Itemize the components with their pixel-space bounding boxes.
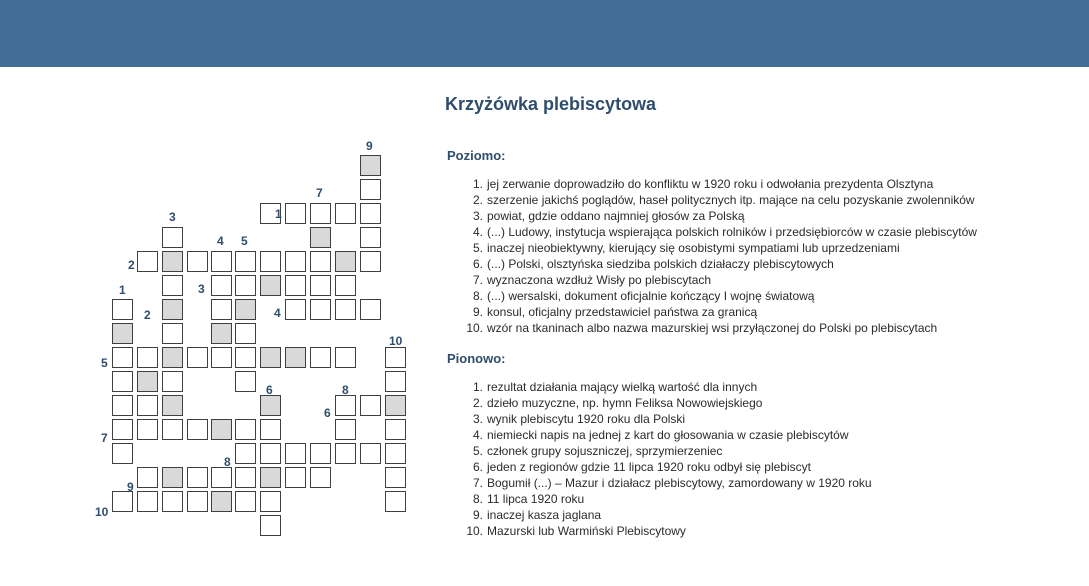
across-list bbox=[447, 176, 977, 336]
crossword-cell[interactable] bbox=[162, 227, 183, 248]
crossword-cell[interactable] bbox=[211, 251, 232, 272]
across-clue-text: jej zerwanie doprowadziło do konfliktu w 1920 roku i odwołania prezydenta Olsztyna bbox=[487, 177, 934, 191]
crossword-cell[interactable] bbox=[385, 419, 406, 440]
crossword-cell-input[interactable] bbox=[188, 420, 207, 439]
crossword-cell[interactable] bbox=[235, 299, 256, 320]
across-heading: Poziomo: bbox=[447, 148, 506, 163]
grid-clue-number: 3 bbox=[198, 282, 205, 296]
crossword-cell-input[interactable] bbox=[261, 492, 280, 511]
crossword-cell[interactable] bbox=[385, 467, 406, 488]
across-clue-number: 3. bbox=[472, 209, 483, 223]
grid-clue-number: 4 bbox=[274, 306, 281, 320]
crossword-cell-input[interactable] bbox=[212, 252, 231, 271]
crossword-cell[interactable] bbox=[385, 395, 406, 416]
crossword-cell-input[interactable] bbox=[336, 396, 355, 415]
crossword-cell-input[interactable] bbox=[336, 444, 355, 463]
crossword-cell-input[interactable] bbox=[212, 276, 231, 295]
crossword-cell-input[interactable] bbox=[286, 252, 305, 271]
crossword-cell-input[interactable] bbox=[311, 300, 330, 319]
across-clue-text: szerzenie jakichś poglądów, haseł politycznych itp. mające na celu pozyskanie zwolenników bbox=[487, 193, 975, 207]
crossword-cell[interactable] bbox=[187, 491, 208, 512]
down-clue-number: 5. bbox=[472, 444, 483, 458]
crossword-cell[interactable] bbox=[137, 251, 158, 272]
down-list bbox=[447, 379, 872, 539]
crossword-cell[interactable] bbox=[211, 299, 232, 320]
down-clue-text: Bogumił (...) – Mazur i działacz plebiscytowy, zamordowany w 1920 roku bbox=[487, 476, 872, 490]
crossword-cell-input[interactable] bbox=[188, 252, 207, 271]
crossword-cell-input[interactable] bbox=[336, 204, 355, 223]
down-heading: Pionowo: bbox=[447, 351, 506, 366]
across-clue-1 bbox=[472, 176, 977, 192]
grid-clue-number: 10 bbox=[389, 334, 403, 348]
crossword-cell-input[interactable] bbox=[236, 372, 255, 391]
down-clues bbox=[447, 351, 872, 539]
crossword-cell-input[interactable] bbox=[336, 276, 355, 295]
crossword-cell-input[interactable] bbox=[361, 300, 380, 319]
crossword-cell-input[interactable] bbox=[311, 228, 330, 247]
crossword-cell[interactable] bbox=[235, 371, 256, 392]
crossword-cell-input[interactable] bbox=[212, 492, 231, 511]
down-clue-2 bbox=[472, 395, 872, 411]
across-clues bbox=[447, 148, 977, 336]
across-clue-3 bbox=[472, 208, 977, 224]
down-clue-text: inaczej kasza jaglana bbox=[487, 508, 602, 522]
crossword-cell[interactable] bbox=[187, 251, 208, 272]
crossword-cell[interactable] bbox=[260, 515, 281, 536]
down-clue-text: dzieło muzyczne, np. hymn Feliksa Nowowiejskiego bbox=[487, 396, 763, 410]
crossword-cell-input[interactable] bbox=[236, 492, 255, 511]
crossword-cell-input[interactable] bbox=[236, 252, 255, 271]
across-clue-text: wyznaczona wzdłuż Wisły po plebiscytach bbox=[487, 273, 712, 287]
crossword-cell[interactable] bbox=[385, 347, 406, 368]
across-clue-text: (...) Polski, olsztyńska siedziba polskich działaczy plebiscytowych bbox=[487, 257, 834, 271]
across-clue-text: (...) wersalski, dokument oficjalnie kończący I wojnę światową bbox=[487, 289, 815, 303]
crossword-cell[interactable] bbox=[235, 251, 256, 272]
crossword-cell-input[interactable] bbox=[286, 300, 305, 319]
down-clue-text: jeden z regionów gdzie 11 lipca 1920 roku odbył się plebiscyt bbox=[487, 460, 811, 474]
crossword-cell-input[interactable] bbox=[163, 420, 182, 439]
grid-clue-number: 8 bbox=[224, 455, 231, 469]
crossword-cell[interactable] bbox=[335, 251, 356, 272]
grid-clue-number: 9 bbox=[127, 480, 134, 494]
crossword-cell-input[interactable] bbox=[138, 492, 157, 511]
crossword-cell[interactable] bbox=[137, 395, 158, 416]
crossword-cell[interactable] bbox=[137, 371, 158, 392]
crossword-cell-input[interactable] bbox=[286, 444, 305, 463]
crossword-cell[interactable] bbox=[360, 179, 381, 200]
crossword-cell[interactable] bbox=[112, 419, 133, 440]
crossword-cell-input[interactable] bbox=[163, 396, 182, 415]
across-clue-number: 4. bbox=[472, 225, 483, 239]
crossword-cell-input[interactable] bbox=[188, 348, 207, 367]
crossword-cell[interactable] bbox=[360, 443, 381, 464]
down-clue-number: 9. bbox=[472, 508, 483, 522]
crossword-cell[interactable] bbox=[235, 491, 256, 512]
across-clue-text: wzór na tkaninach albo nazwa mazurskiej wsi przyłączonej do Polski po plebiscytach bbox=[487, 321, 938, 335]
crossword-cell-input[interactable] bbox=[361, 180, 380, 199]
across-clue-text: (...) Ludowy, instytucja wspierająca polskich rolników i przedsiębiorców w czasie plebiscytów bbox=[487, 225, 977, 239]
crossword-cell-input[interactable] bbox=[286, 348, 305, 367]
crossword-cell[interactable] bbox=[162, 371, 183, 392]
crossword-cell[interactable] bbox=[385, 371, 406, 392]
crossword-cell[interactable] bbox=[162, 347, 183, 368]
crossword-cell[interactable] bbox=[310, 203, 331, 224]
down-clue-text: wynik plebiscytu 1920 roku dla Polski bbox=[487, 412, 686, 426]
crossword-cell[interactable] bbox=[260, 419, 281, 440]
across-clue-8 bbox=[472, 288, 977, 304]
across-clue-5 bbox=[472, 240, 977, 256]
crossword-cell[interactable] bbox=[162, 323, 183, 344]
crossword-cell-input[interactable] bbox=[236, 468, 255, 487]
crossword-cell[interactable] bbox=[260, 491, 281, 512]
crossword-cell[interactable] bbox=[335, 443, 356, 464]
across-clue-number: 8. bbox=[472, 289, 483, 303]
crossword-cell[interactable] bbox=[187, 467, 208, 488]
down-clue-text: członek grupy sojuszniczej, sprzymierzeniec bbox=[487, 444, 723, 458]
grid-clue-number: 1 bbox=[275, 207, 282, 221]
crossword-cell-input[interactable] bbox=[311, 444, 330, 463]
crossword-cell-input[interactable] bbox=[113, 300, 132, 319]
down-clue-number: 1. bbox=[472, 380, 483, 394]
crossword-cell[interactable] bbox=[260, 443, 281, 464]
crossword-cell-input[interactable] bbox=[212, 468, 231, 487]
crossword-cell-input[interactable] bbox=[163, 372, 182, 391]
crossword-cell[interactable] bbox=[235, 419, 256, 440]
down-clue-text: rezultat działania mający wielką wartość dla innych bbox=[487, 380, 758, 394]
down-clue-number: 10. bbox=[466, 524, 483, 538]
crossword-cell-input[interactable] bbox=[163, 348, 182, 367]
across-clue-10 bbox=[466, 320, 977, 336]
crossword-cell-input[interactable] bbox=[361, 444, 380, 463]
down-clue-7 bbox=[472, 475, 872, 491]
crossword-cell-input[interactable] bbox=[311, 348, 330, 367]
crossword-cell-input[interactable] bbox=[113, 396, 132, 415]
crossword-cell-input[interactable] bbox=[113, 444, 132, 463]
crossword-cell-input[interactable] bbox=[286, 276, 305, 295]
crossword-cell[interactable] bbox=[310, 347, 331, 368]
crossword-cell[interactable] bbox=[260, 467, 281, 488]
crossword-cell[interactable] bbox=[385, 443, 406, 464]
crossword-cell[interactable] bbox=[162, 419, 183, 440]
grid-clue-number: 9 bbox=[366, 139, 373, 153]
across-clue-number: 2. bbox=[472, 193, 483, 207]
crossword-cell-input[interactable] bbox=[138, 468, 157, 487]
crossword-cell[interactable] bbox=[235, 275, 256, 296]
crossword-cell[interactable] bbox=[335, 419, 356, 440]
crossword-cell[interactable] bbox=[310, 299, 331, 320]
crossword-cell-input[interactable] bbox=[138, 420, 157, 439]
crossword-cell[interactable] bbox=[162, 467, 183, 488]
crossword-cell-input[interactable] bbox=[236, 276, 255, 295]
crossword-cell-input[interactable] bbox=[188, 468, 207, 487]
crossword-cell-input[interactable] bbox=[261, 420, 280, 439]
crossword-cell-input[interactable] bbox=[261, 444, 280, 463]
crossword-cell[interactable] bbox=[211, 419, 232, 440]
across-clue-text: powiat, gdzie oddano najmniej głosów za Polską bbox=[487, 209, 745, 223]
crossword-cell[interactable] bbox=[211, 467, 232, 488]
crossword-cell-input[interactable] bbox=[311, 204, 330, 223]
grid-clue-number: 3 bbox=[169, 210, 176, 224]
crossword-cell-input[interactable] bbox=[261, 252, 280, 271]
crossword-cell[interactable] bbox=[137, 491, 158, 512]
crossword-cell-input[interactable] bbox=[386, 492, 405, 511]
down-clue-9 bbox=[472, 507, 872, 523]
crossword-cell[interactable] bbox=[285, 443, 306, 464]
crossword-cell[interactable] bbox=[112, 395, 133, 416]
crossword-cell[interactable] bbox=[211, 491, 232, 512]
crossword-cell-input[interactable] bbox=[361, 252, 380, 271]
crossword-cell-input[interactable] bbox=[261, 348, 280, 367]
crossword-cell-input[interactable] bbox=[236, 444, 255, 463]
crossword-cell[interactable] bbox=[335, 347, 356, 368]
down-clue-3 bbox=[472, 411, 872, 427]
crossword-cell-input[interactable] bbox=[138, 372, 157, 391]
crossword-cell-input[interactable] bbox=[212, 300, 231, 319]
crossword-cell[interactable] bbox=[112, 347, 133, 368]
grid-clue-number: 5 bbox=[241, 234, 248, 248]
crossword-cell-input[interactable] bbox=[261, 468, 280, 487]
crossword-cell-input[interactable] bbox=[361, 156, 380, 175]
crossword-cell-input[interactable] bbox=[386, 468, 405, 487]
down-clue-text: Mazurski lub Warmiński Plebiscytowy bbox=[487, 524, 686, 538]
crossword-cell[interactable] bbox=[310, 467, 331, 488]
crossword-cell[interactable] bbox=[112, 299, 133, 320]
crossword-cell-input[interactable] bbox=[113, 324, 132, 343]
grid-clue-number: 10 bbox=[95, 505, 109, 519]
crossword-cell-input[interactable] bbox=[286, 204, 305, 223]
crossword-cell-input[interactable] bbox=[212, 348, 231, 367]
crossword-cell-input[interactable] bbox=[138, 252, 157, 271]
crossword-cell[interactable] bbox=[112, 443, 133, 464]
crossword-cell[interactable] bbox=[310, 275, 331, 296]
crossword-cell-input[interactable] bbox=[163, 252, 182, 271]
crossword-cell[interactable] bbox=[112, 491, 133, 512]
grid-clue-number: 7 bbox=[101, 431, 108, 445]
down-clue-number: 6. bbox=[472, 460, 483, 474]
across-clue-number: 10. bbox=[466, 321, 483, 335]
crossword-cell-input[interactable] bbox=[113, 372, 132, 391]
crossword-cell[interactable] bbox=[360, 203, 381, 224]
crossword-cell-input[interactable] bbox=[286, 468, 305, 487]
crossword-cell[interactable] bbox=[235, 323, 256, 344]
crossword-cell[interactable] bbox=[260, 251, 281, 272]
crossword-cell-input[interactable] bbox=[336, 420, 355, 439]
crossword-cell[interactable] bbox=[360, 299, 381, 320]
crossword-cell[interactable] bbox=[335, 203, 356, 224]
crossword-cell[interactable] bbox=[187, 347, 208, 368]
crossword-cell-input[interactable] bbox=[163, 324, 182, 343]
crossword-cell-input[interactable] bbox=[386, 420, 405, 439]
crossword-cell[interactable] bbox=[285, 467, 306, 488]
crossword-cell[interactable] bbox=[360, 155, 381, 176]
crossword-cell-input[interactable] bbox=[163, 468, 182, 487]
crossword-cell-input[interactable] bbox=[311, 468, 330, 487]
across-clue-9 bbox=[472, 304, 977, 320]
down-clue-8 bbox=[472, 491, 872, 507]
crossword-cell-input[interactable] bbox=[113, 492, 132, 511]
down-clue-1 bbox=[472, 379, 872, 395]
crossword-cell[interactable] bbox=[235, 467, 256, 488]
crossword-cell-input[interactable] bbox=[386, 444, 405, 463]
crossword-cell[interactable] bbox=[187, 419, 208, 440]
grid-clue-number: 2 bbox=[144, 308, 151, 322]
across-clue-text: inaczej nieobiektywny, kierujący się osobistymi sympatiami lub uprzedzeniami bbox=[487, 241, 900, 255]
grid-clue-number: 6 bbox=[266, 383, 273, 397]
down-clue-number: 7. bbox=[472, 476, 483, 490]
across-clue-number: 6. bbox=[472, 257, 483, 271]
crossword-cell-input[interactable] bbox=[113, 420, 132, 439]
down-clue-number: 8. bbox=[472, 492, 483, 506]
crossword-cell-input[interactable] bbox=[386, 348, 405, 367]
crossword-cell-input[interactable] bbox=[336, 252, 355, 271]
across-clue-6 bbox=[472, 256, 977, 272]
grid-clue-number: 5 bbox=[101, 356, 108, 370]
crossword-cell[interactable] bbox=[360, 227, 381, 248]
crossword-cell[interactable] bbox=[162, 251, 183, 272]
crossword-cell[interactable] bbox=[285, 275, 306, 296]
crossword-cell-input[interactable] bbox=[236, 348, 255, 367]
crossword-cell[interactable] bbox=[162, 299, 183, 320]
grid-clue-number: 1 bbox=[119, 283, 126, 297]
crossword-cell[interactable] bbox=[137, 419, 158, 440]
down-clue-6 bbox=[472, 459, 872, 475]
crossword-cell[interactable] bbox=[211, 347, 232, 368]
crossword-cell[interactable] bbox=[112, 323, 133, 344]
crossword-cell[interactable] bbox=[260, 395, 281, 416]
crossword-cell-input[interactable] bbox=[163, 492, 182, 511]
crossword-cell[interactable] bbox=[285, 299, 306, 320]
grid-clue-number: 2 bbox=[128, 258, 135, 272]
crossword-cell-input[interactable] bbox=[361, 228, 380, 247]
crossword-cell-input[interactable] bbox=[188, 492, 207, 511]
across-clue-text: konsul, oficjalny przedstawiciel państwa za granicą bbox=[487, 305, 758, 319]
across-clue-number: 1. bbox=[472, 177, 483, 191]
crossword-cell[interactable] bbox=[211, 323, 232, 344]
crossword-cell-input[interactable] bbox=[311, 252, 330, 271]
crossword-cell-input[interactable] bbox=[212, 420, 231, 439]
crossword-cell[interactable] bbox=[137, 467, 158, 488]
crossword-cell[interactable] bbox=[310, 443, 331, 464]
crossword-cell[interactable] bbox=[335, 299, 356, 320]
down-clue-number: 3. bbox=[472, 412, 483, 426]
crossword-cell-input[interactable] bbox=[236, 420, 255, 439]
crossword-cell[interactable] bbox=[360, 251, 381, 272]
grid-clue-number: 4 bbox=[217, 234, 224, 248]
crossword-cell[interactable] bbox=[285, 203, 306, 224]
crossword-cell[interactable] bbox=[360, 395, 381, 416]
page-title: Krzyżówka plebiscytowa bbox=[445, 94, 657, 114]
crossword-cell[interactable] bbox=[335, 275, 356, 296]
down-clue-number: 4. bbox=[472, 428, 483, 442]
crossword-cell-input[interactable] bbox=[386, 396, 405, 415]
down-clue-5 bbox=[472, 443, 872, 459]
crossword-cell[interactable] bbox=[260, 275, 281, 296]
down-clue-number: 2. bbox=[472, 396, 483, 410]
crossword-cell[interactable] bbox=[162, 275, 183, 296]
crossword-cell-input[interactable] bbox=[261, 396, 280, 415]
crossword-cell-input[interactable] bbox=[212, 324, 231, 343]
crossword-cell-input[interactable] bbox=[261, 516, 280, 535]
crossword-cell[interactable] bbox=[385, 491, 406, 512]
down-clue-text: niemiecki napis na jednej z kart do głosowania w czasie plebiscytów bbox=[487, 428, 849, 442]
crossword-cell[interactable] bbox=[112, 371, 133, 392]
crossword-cell[interactable] bbox=[162, 491, 183, 512]
across-clue-7 bbox=[472, 272, 977, 288]
down-clue-4 bbox=[472, 427, 872, 443]
crossword-cell[interactable] bbox=[310, 227, 331, 248]
grid-clue-number: 7 bbox=[316, 186, 323, 200]
crossword-cell[interactable] bbox=[285, 347, 306, 368]
crossword-cell-input[interactable] bbox=[163, 300, 182, 319]
crossword-cell-input[interactable] bbox=[138, 348, 157, 367]
crossword-cell[interactable] bbox=[162, 395, 183, 416]
grid-clue-number: 6 bbox=[324, 406, 331, 420]
crossword-cell[interactable] bbox=[310, 251, 331, 272]
across-clue-number: 5. bbox=[472, 241, 483, 255]
down-clue-10 bbox=[466, 523, 872, 539]
crossword-cell[interactable] bbox=[335, 395, 356, 416]
across-clue-number: 7. bbox=[472, 273, 483, 287]
crossword-cell-input[interactable] bbox=[236, 300, 255, 319]
crossword-cell-input[interactable] bbox=[361, 204, 380, 223]
crossword-cell-input[interactable] bbox=[113, 348, 132, 367]
crossword-cell-input[interactable] bbox=[336, 300, 355, 319]
crossword-cell[interactable] bbox=[235, 443, 256, 464]
across-clue-number: 9. bbox=[472, 305, 483, 319]
across-clue-4 bbox=[472, 224, 977, 240]
crossword-cell-input[interactable] bbox=[336, 348, 355, 367]
crossword-cell[interactable] bbox=[235, 347, 256, 368]
crossword-cell-input[interactable] bbox=[236, 324, 255, 343]
crossword-cell-input[interactable] bbox=[361, 396, 380, 415]
crossword-cell[interactable] bbox=[137, 347, 158, 368]
crossword-cell-input[interactable] bbox=[386, 372, 405, 391]
grid-clue-number: 8 bbox=[342, 383, 349, 397]
crossword-cell-input[interactable] bbox=[163, 276, 182, 295]
down-clue-text: 11 lipca 1920 roku bbox=[487, 492, 585, 506]
crossword-cell-input[interactable] bbox=[138, 396, 157, 415]
crossword-cell-input[interactable] bbox=[261, 276, 280, 295]
crossword-cell[interactable] bbox=[285, 251, 306, 272]
crossword-cell-input[interactable] bbox=[311, 276, 330, 295]
crossword-cell-input[interactable] bbox=[163, 228, 182, 247]
across-clue-2 bbox=[472, 192, 977, 208]
crossword-cell[interactable] bbox=[260, 347, 281, 368]
crossword-cell[interactable] bbox=[211, 275, 232, 296]
